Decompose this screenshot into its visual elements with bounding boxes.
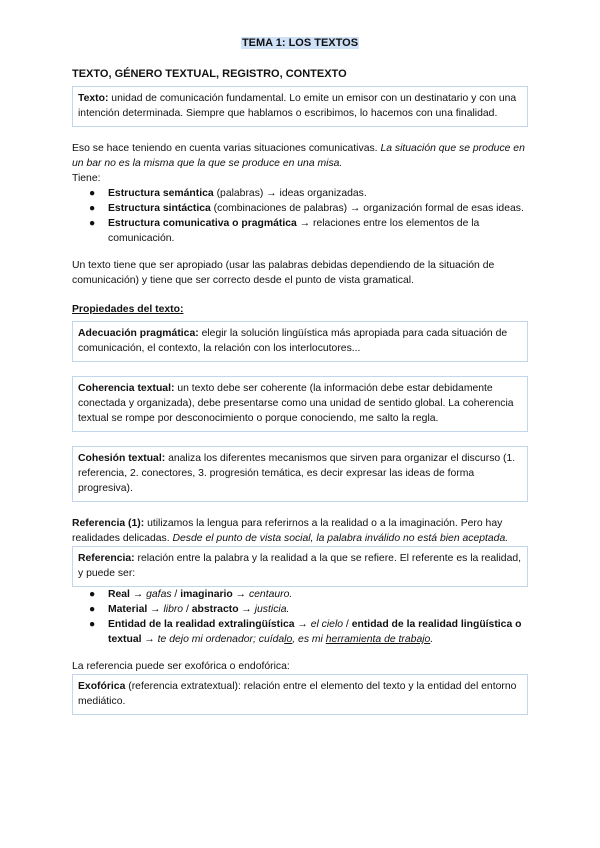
section-heading: TEXTO, GÉNERO TEXTUAL, REGISTRO, CONTEXTO: [72, 68, 347, 80]
situations-paragraph: Eso se hace teniendo en cuenta varias situaciones comunicativas. La situación que se produce en un bar no es la misma que la que se produce en una misa.: [72, 143, 525, 169]
list-item: ● Estructura semántica (palabras) → ideas organizadas.: [89, 188, 367, 199]
coherencia-box: Coherencia textual: un texto debe ser coherente (la información debe estar debidamente conectada y organizada), debe presentarse como una unidad de sentido global. La coherencia textual se rompe por desconocimiento o porque conociendo, me salto la regla.: [72, 376, 528, 432]
situations-example: La situación que se produce en un bar no es la misma que la que se produce en una misa.: [72, 143, 525, 169]
texto-definition: unidad de comunicación fundamental. Lo emite un emisor con un destinatario y con una intención determinada. Siempre que hablamos o escribimos, lo hacemos con una finalidad.: [78, 93, 517, 119]
list-item: ● Entidad de la realidad extralingüística → el cielo / entidad de la realidad lingüística o textual → te dejo mi ordenador; cuídalo, es mi herramienta de trabajo.: [89, 619, 522, 645]
referencia-paragraph: Referencia (1): utilizamos la lengua para referirnos a la realidad o a la imaginación. Pero hay realidades delicadas. Desde el punto de vista social, la palabra inválido no está bien aceptada.: [72, 518, 509, 544]
referencia-box: Referencia: relación entre la palabra y la realidad a la que se refiere. El referente es la realidad, y puede ser:: [72, 546, 528, 587]
tiene-label: Tiene:: [72, 173, 101, 184]
exoforica-box: Exofórica (referencia extratextual): relación entre el elemento del texto y la entidad del entorno mediático.: [72, 674, 528, 715]
apropiado-paragraph: Un texto tiene que ser apropiado (usar las palabras debidas dependiendo de la situación de comunicación) y tiene que ser correcto desde el punto de vista gramatical.: [72, 260, 495, 286]
texto-term: Texto:: [78, 93, 109, 104]
ref-types-list: [72, 587, 528, 647]
list-item: ● Estructura comunicativa o pragmática → relaciones entre los elementos de la comunicación.: [89, 218, 480, 244]
cohesion-box: Cohesión textual: analiza los diferentes mecanismos que sirven para organizar el discurso (1. referencia, 2. conectores, 3. progresión temática, es decir expresar las ideas de forma progresiva).: [72, 446, 528, 502]
list-item: ● Estructura sintáctica (combinaciones de palabras) → organización formal de esas ideas.: [89, 203, 524, 214]
document-page: [72, 30, 528, 715]
page-title: TEMA 1: LOS TEXTOS: [241, 37, 359, 49]
structures-list: [72, 186, 528, 246]
propiedades-heading: Propiedades del texto:: [72, 304, 184, 315]
list-item: ● Material → libro / abstracto → justicia.: [89, 604, 290, 615]
exo-endo-paragraph: La referencia puede ser exofórica o endofórica:: [72, 661, 290, 672]
adecuacion-box: Adecuación pragmática: elegir la solución lingüística más apropiada para cada situación de comunicación, el contexto, la relación con los interlocutores...: [72, 321, 528, 362]
list-item: ● Real → gafas / imaginario → centauro.: [89, 589, 293, 600]
texto-definition-box: [72, 86, 528, 127]
